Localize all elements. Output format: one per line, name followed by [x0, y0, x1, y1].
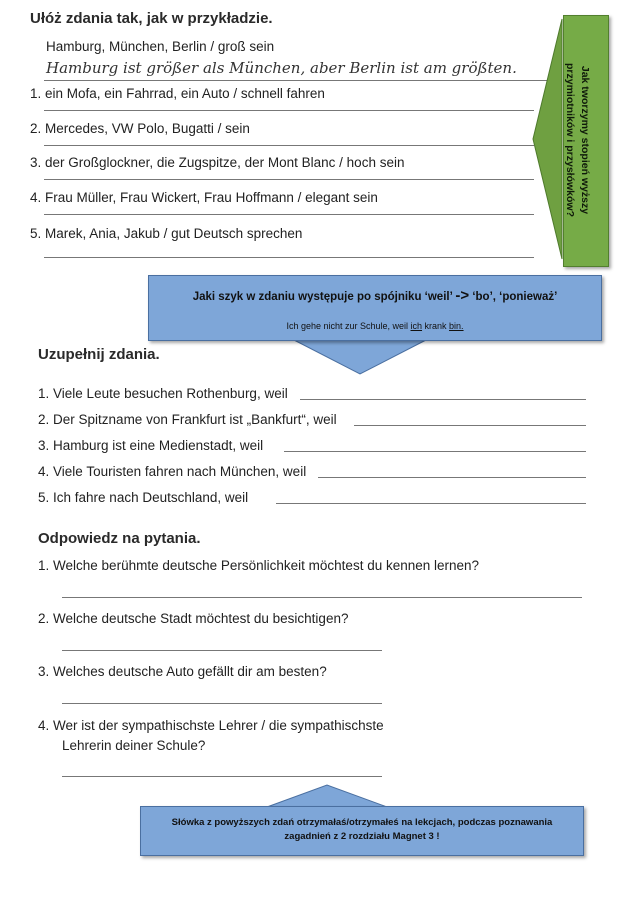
answer-line[interactable] [44, 179, 534, 180]
answer-line[interactable] [276, 503, 586, 504]
answer-line[interactable] [44, 80, 552, 81]
weil-example: Ich gehe nicht zur Schule, weil ich krank bin. [286, 321, 464, 331]
list-item: 3. Hamburg ist eine Medienstadt, weil [38, 438, 264, 453]
list-item: 3. Welches deutsche Auto gefällt dir am besten? [38, 664, 327, 679]
list-item: 5. Marek, Ania, Jakub / gut Deutsch sprechen [30, 226, 303, 241]
weil-question: Jaki szyk w zdaniu występuje po spójniku ‘weil’ -> ‘bo’, ‘ponieważ’ [192, 287, 558, 304]
side-callout [563, 15, 609, 267]
list-item: 2. Der Spitzname von Frankfurt ist „Bankfurt“, weil [38, 412, 337, 427]
example-answer: Hamburg ist größer als München, aber Berlin ist am größten. [46, 59, 517, 77]
section1-heading: Ułóż zdania tak, jak w przykładzie. [30, 10, 273, 27]
answer-line[interactable] [62, 650, 382, 651]
answer-line[interactable] [44, 214, 534, 215]
bottom-callout-text: Słówka z powyższych zdań otrzymałaś/otrzymałeś na lekcjach, podczas poznawania zagadnień z 2 rozdziału Magnet 3 ! [171, 817, 553, 842]
list-item-continuation: Lehrerin deiner Schule? [62, 738, 206, 753]
list-item: 4. Frau Müller, Frau Wickert, Frau Hoffmann / elegant sein [30, 190, 378, 205]
answer-line[interactable] [62, 703, 382, 704]
list-item: 4. Viele Touristen fahren nach München, weil [38, 464, 307, 479]
list-item: 4. Wer ist der sympathischste Lehrer / die sympathischste [38, 718, 384, 733]
list-item: 2. Welche deutsche Stadt möchtest du besichtigen? [38, 611, 349, 626]
answer-line[interactable] [62, 776, 382, 777]
section3-heading: Odpowiedz na pytania. [38, 530, 201, 547]
answer-line[interactable] [44, 110, 534, 111]
answer-line[interactable] [44, 145, 534, 146]
list-item: 1. Viele Leute besuchen Rothenburg, weil [38, 386, 288, 401]
list-item: 3. der Großglockner, die Zugspitze, der Mont Blanc / hoch sein [30, 155, 405, 170]
side-callout-text: Jak tworzymy stopień wyższy przymiotników i przysłówków? [564, 62, 591, 218]
weil-callout [148, 275, 602, 341]
weil-callout-arrow [290, 338, 430, 378]
example-prompt: Hamburg, München, Berlin / groß sein [46, 39, 275, 54]
answer-line[interactable] [44, 257, 534, 258]
list-item: 1. Welche berühmte deutsche Persönlichkeit möchtest du kennen lernen? [38, 558, 480, 573]
section2-heading: Uzupełnij zdania. [38, 346, 160, 363]
list-item: 2. Mercedes, VW Polo, Bugatti / sein [30, 121, 250, 136]
answer-line[interactable] [318, 477, 586, 478]
answer-line[interactable] [354, 425, 586, 426]
answer-line[interactable] [284, 451, 586, 452]
list-item: 5. Ich fahre nach Deutschland, weil [38, 490, 249, 505]
bottom-callout [140, 806, 584, 856]
answer-line[interactable] [300, 399, 586, 400]
answer-line[interactable] [62, 597, 582, 598]
list-item: 1. ein Mofa, ein Fahrrad, ein Auto / schnell fahren [30, 86, 325, 101]
